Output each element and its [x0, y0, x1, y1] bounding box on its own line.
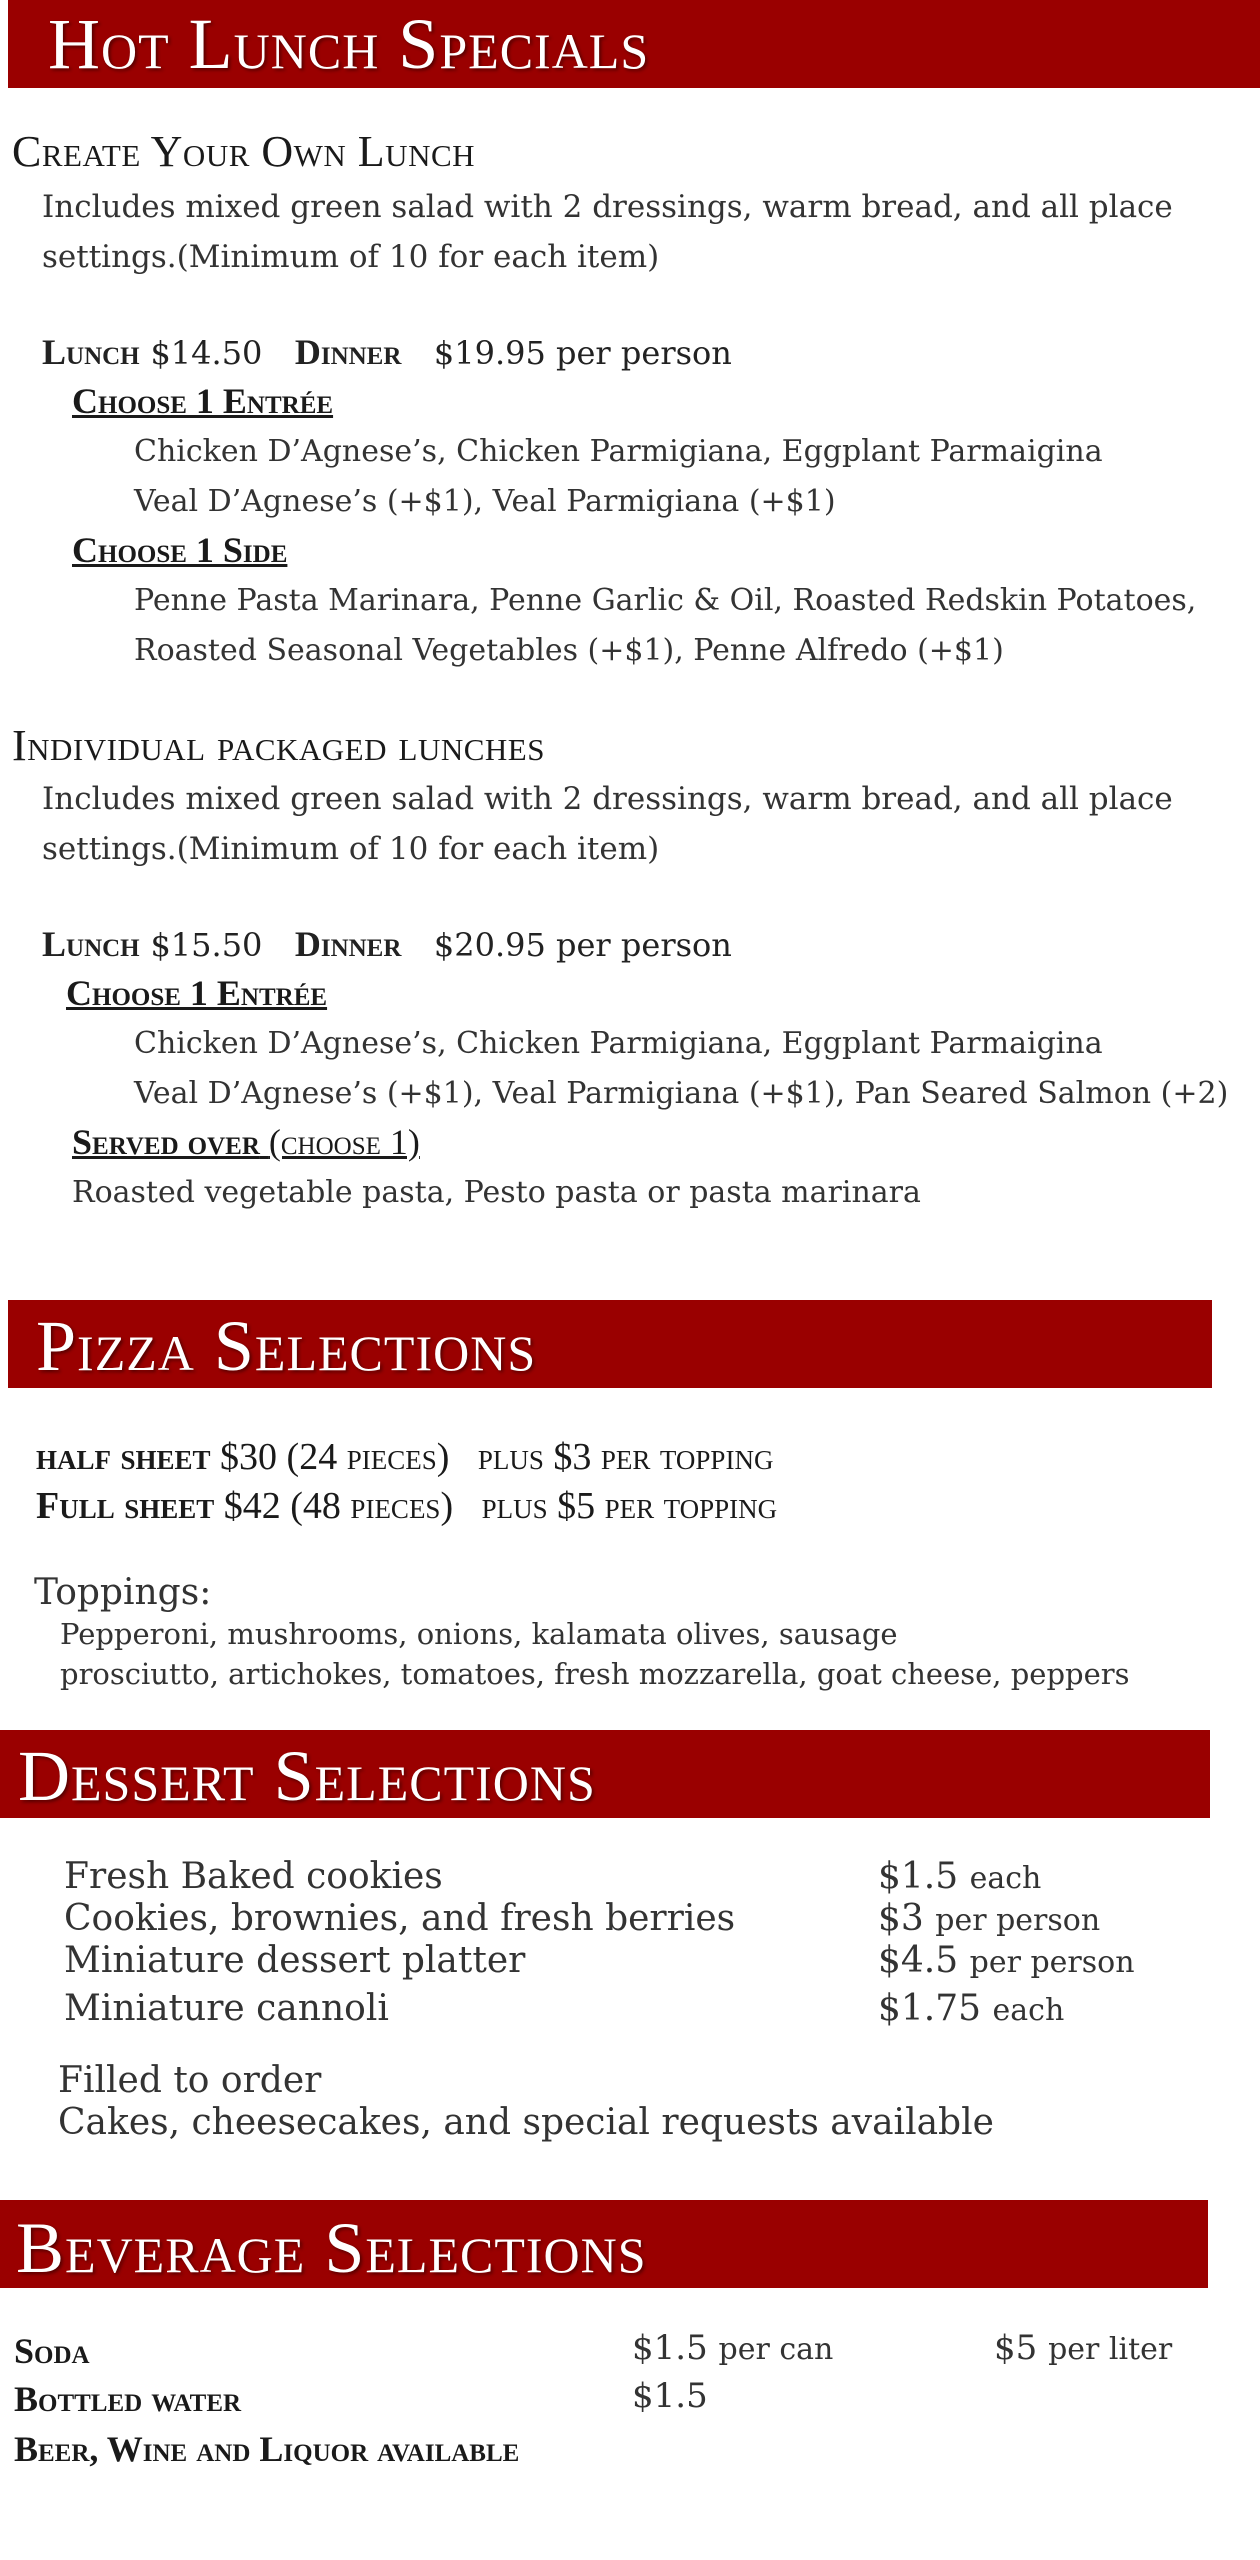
dessert-item-name: Miniature dessert platter: [64, 1940, 526, 1981]
entree-line-2: Veal D’Agnese’s (+$1), Veal Parmigiana (+$1): [134, 484, 836, 519]
dinner-label: Dinner: [294, 924, 402, 964]
individual-lunch-heading: Individual packaged lunches: [12, 721, 545, 770]
toppings-line-2: prosciutto, artichokes, tomatoes, fresh mozzarella, goat cheese, peppers: [60, 1657, 1130, 1691]
lunch-price: $15.50: [150, 926, 263, 964]
alcohol-label: Beer, Wine and Liquor available: [14, 2429, 520, 2469]
pasta-options: Roasted vegetable pasta, Pesto pasta or pasta marinara: [72, 1175, 921, 1210]
pizza-title: Pizza Selections: [36, 1306, 537, 1386]
water-price: $1.5: [632, 2376, 708, 2416]
half-sheet-row: [36, 1435, 773, 1479]
dinner-price: $20.95 per person: [433, 926, 732, 964]
dessert-item-price: $4.5 per person: [878, 1940, 1135, 1981]
soda-liter-price: $5 per liter: [994, 2328, 1173, 2368]
served-over-note: (choose 1): [268, 1122, 420, 1162]
toppings-label: Toppings:: [34, 1572, 212, 1613]
individual-lunch-prices: [42, 924, 732, 965]
full-sheet-topping: plus $5 per topping: [481, 1485, 778, 1527]
lunch-label: Lunch: [42, 332, 140, 372]
choose-entree-heading: Choose 1 Entrée: [66, 973, 328, 1013]
half-sheet-label: half sheet: [36, 1436, 211, 1478]
entree-line-1: Chicken D’Agnese’s, Chicken Parmigiana, Eggplant Parmaigina: [134, 434, 1103, 469]
beverage-title: Beverage Selections: [16, 2208, 647, 2288]
dessert-item-price: $1.5 each: [878, 1856, 1042, 1897]
create-lunch-desc-1: Includes mixed green salad with 2 dressings, warm bread, and all place: [42, 189, 1173, 225]
lunch-label: Lunch: [42, 924, 140, 964]
choose-side-heading: Choose 1 Side: [72, 530, 288, 570]
dinner-label: Dinner: [294, 332, 402, 372]
full-sheet-row: [36, 1484, 777, 1528]
choose-entree-heading: Choose 1 Entrée: [72, 381, 334, 421]
dessert-item-price: $1.75 each: [878, 1988, 1065, 2029]
dessert-item-name: Cookies, brownies, and fresh berries: [64, 1898, 736, 1939]
dessert-item-name: Fresh Baked cookies: [64, 1856, 443, 1897]
water-label: Bottled water: [14, 2379, 242, 2419]
order-line-1: Filled to order: [58, 2060, 322, 2101]
hot-lunch-title: Hot Lunch Specials: [48, 4, 650, 84]
full-sheet-price: $42 (48 pieces): [223, 1485, 454, 1527]
dessert-item-name: Miniature cannoli: [64, 1988, 389, 2029]
individual-lunch-desc-1: Includes mixed green salad with 2 dressings, warm bread, and all place: [42, 781, 1173, 817]
served-over-heading: [72, 1122, 420, 1162]
create-lunch-desc-2: settings.(Minimum of 10 for each item): [42, 239, 660, 275]
create-lunch-prices: [42, 332, 732, 373]
order-line-2: Cakes, cheesecakes, and special requests available: [58, 2102, 994, 2143]
dessert-item-price: $3 per person: [878, 1898, 1101, 1939]
soda-price: $1.5 per can: [632, 2328, 834, 2368]
entree-line-1: Chicken D’Agnese’s, Chicken Parmigiana, Eggplant Parmaigina: [134, 1026, 1103, 1061]
lunch-price: $14.50: [150, 334, 263, 372]
half-sheet-topping: plus $3 per topping: [477, 1436, 774, 1478]
side-line-1: Penne Pasta Marinara, Penne Garlic & Oil, Roasted Redskin Potatoes,: [134, 583, 1197, 618]
dinner-price: $19.95 per person: [433, 334, 732, 372]
entree-line-2: Veal D’Agnese’s (+$1), Veal Parmigiana (+$1), Pan Seared Salmon (+2): [134, 1076, 1229, 1111]
half-sheet-price: $30 (24 pieces): [220, 1436, 450, 1478]
dessert-title: Dessert Selections: [18, 1736, 596, 1816]
served-over-label: Served over: [72, 1122, 260, 1162]
individual-lunch-desc-2: settings.(Minimum of 10 for each item): [42, 831, 660, 867]
create-lunch-heading: Create Your Own Lunch: [12, 127, 476, 176]
toppings-line-1: Pepperoni, mushrooms, onions, kalamata olives, sausage: [60, 1617, 898, 1651]
full-sheet-label: Full sheet: [36, 1485, 215, 1527]
soda-label: Soda: [14, 2331, 90, 2371]
side-line-2: Roasted Seasonal Vegetables (+$1), Penne Alfredo (+$1): [134, 633, 1004, 668]
